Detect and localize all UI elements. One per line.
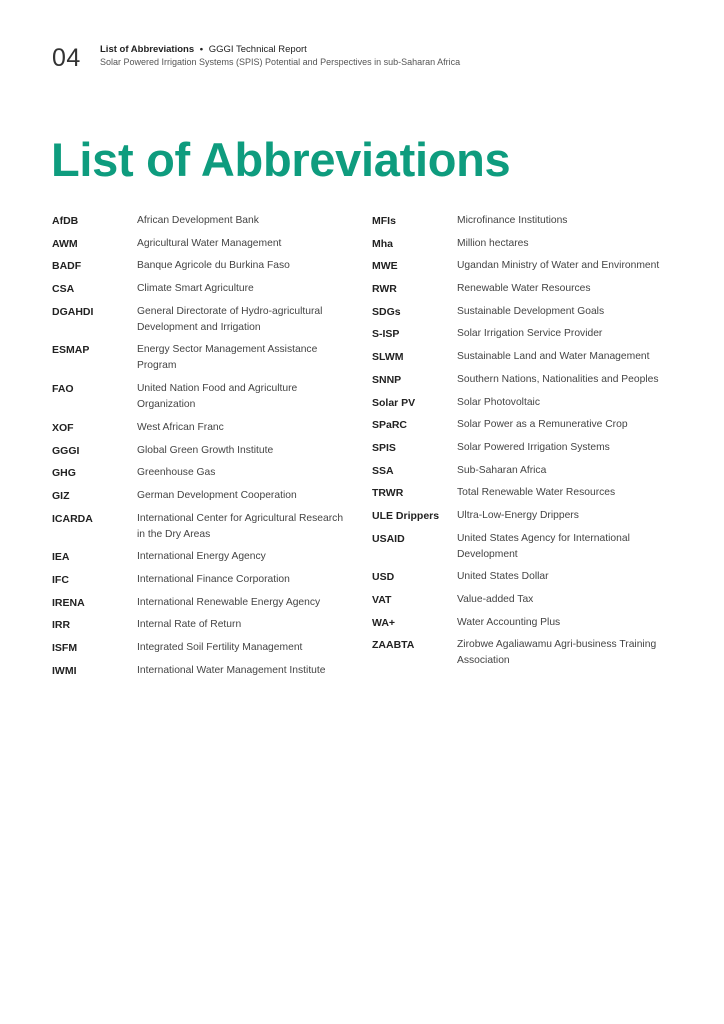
abbreviation-term: MFIs <box>372 215 396 227</box>
abbreviation-term: SSA <box>372 464 394 477</box>
abbreviation-row <box>372 258 682 274</box>
abbreviation-row <box>52 420 352 436</box>
abbreviation-definition: Climate Smart Agriculture <box>137 283 254 295</box>
page-title: List of Abbreviations <box>51 133 511 186</box>
abbreviation-term: TRWR <box>372 487 404 500</box>
abbreviation-row <box>372 349 682 365</box>
abbreviation-definition: Integrated Soil Fertility Management <box>137 642 303 653</box>
header-section: List of Abbreviations <box>100 44 195 55</box>
abbreviation-term: MWE <box>372 260 398 273</box>
abbreviation-term: IRR <box>52 619 71 632</box>
abbreviation-row <box>52 304 352 336</box>
abbreviation-term: FAO <box>52 383 74 396</box>
abbreviation-definition: Total Renewable Water Resources <box>457 487 616 499</box>
abbreviation-definition: West African Franc <box>137 421 224 433</box>
abbreviation-term: GIZ <box>52 489 70 502</box>
abbreviation-definition: African Development Bank <box>137 215 259 226</box>
abbreviation-row <box>52 488 352 504</box>
abbreviation-row <box>52 595 352 611</box>
abbreviation-term: SDGs <box>372 305 401 318</box>
abbreviation-term: S-ISP <box>372 328 400 341</box>
abbreviation-term: ICARDA <box>52 512 93 525</box>
header-title-line <box>100 43 460 56</box>
abbreviation-definition: Renewable Water Resources <box>457 283 591 295</box>
abbreviation-definition: Ugandan Ministry of Water and Environment <box>457 260 660 272</box>
abbreviation-definition: Solar Powered Irrigation Systems <box>457 441 610 453</box>
abbreviation-definition: Sustainable Land and Water Management <box>457 351 650 363</box>
abbreviation-row <box>52 213 352 229</box>
abbreviation-row <box>372 326 682 342</box>
header-text <box>100 43 460 69</box>
abbreviation-definition: Energy Sector Management Assistance Program <box>137 344 318 372</box>
abbreviation-row <box>372 236 682 252</box>
abbreviation-definition: United States Dollar <box>457 571 549 583</box>
abbreviation-term: SPaRC <box>372 419 408 432</box>
abbreviation-definition: German Development Cooperation <box>137 489 297 501</box>
abbreviation-definition: General Directorate of Hydro-agricultural Development and Irrigation <box>137 305 323 333</box>
abbreviation-term: VAT <box>372 594 392 606</box>
abbreviation-term: CSA <box>52 283 75 296</box>
abbreviation-term: IRENA <box>52 596 85 609</box>
abbreviation-definition: United Nation Food and Agriculture Organization <box>137 383 298 411</box>
abbreviation-term: XOF <box>52 421 74 434</box>
abbreviation-term: DGAHDI <box>52 305 94 318</box>
abbreviation-definition: Value-added Tax <box>457 594 534 605</box>
abbreviation-definition: Solar Photovoltaic <box>457 396 540 408</box>
abbreviation-row <box>372 637 682 669</box>
abbreviation-definition: Ultra-Low-Energy Drippers <box>457 509 579 521</box>
page-header <box>52 43 460 73</box>
abbreviation-row <box>52 236 352 252</box>
abbreviation-definition: Southern Nations, Nationalities and Peoples <box>457 373 659 385</box>
abbreviation-row <box>372 592 682 608</box>
abbreviation-definition: Sub-Saharan Africa <box>457 464 547 476</box>
abbreviation-definition: Greenhouse Gas <box>137 467 216 479</box>
abbreviation-term: USD <box>372 571 395 584</box>
abbreviation-row <box>52 342 352 374</box>
abbreviation-term: Mha <box>372 237 393 250</box>
abbreviation-row <box>52 640 352 656</box>
abbreviation-definition: International Renewable Energy Agency <box>137 596 321 608</box>
abbreviation-term: GGGI <box>52 444 80 457</box>
abbreviation-term: AWM <box>52 237 78 250</box>
abbreviation-row <box>52 443 352 459</box>
abbreviations-left-column <box>52 213 352 685</box>
abbreviation-row <box>52 381 352 413</box>
abbreviation-definition: International Water Management Institute <box>137 664 326 676</box>
abbreviation-row <box>52 572 352 588</box>
abbreviation-definition: International Center for Agricultural Research in the Dry Areas <box>137 512 344 540</box>
header-separator: • <box>199 44 204 55</box>
abbreviation-row <box>372 485 682 501</box>
abbreviation-term: ZAABTA <box>372 639 415 652</box>
abbreviation-row <box>372 372 682 388</box>
abbreviation-row <box>372 531 682 563</box>
abbreviation-term: SLWM <box>372 351 404 364</box>
abbreviation-definition: Internal Rate of Return <box>137 619 242 631</box>
abbreviation-definition: Agricultural Water Management <box>137 237 282 249</box>
abbreviation-definition: Zirobwe Agaliawamu Agri-business Training Association <box>457 639 657 667</box>
abbreviation-term: ULE Drippers <box>372 509 440 522</box>
abbreviations-right-column <box>372 213 682 676</box>
abbreviation-row <box>52 465 352 481</box>
abbreviation-definition: International Finance Corporation <box>137 573 290 585</box>
abbreviation-term: Solar PV <box>372 396 416 409</box>
abbreviation-definition: Global Green Growth Institute <box>137 444 274 456</box>
abbreviation-row <box>372 395 682 411</box>
abbreviation-row <box>372 281 682 297</box>
abbreviation-definition: Microfinance Institutions <box>457 215 568 226</box>
abbreviation-definition: Water Accounting Plus <box>457 616 561 628</box>
abbreviation-term: SPIS <box>372 441 396 454</box>
abbreviation-row <box>372 508 682 524</box>
abbreviation-row <box>372 569 682 585</box>
abbreviation-row <box>372 304 682 320</box>
abbreviation-term: IEA <box>52 551 70 564</box>
abbreviation-term: GHG <box>52 467 76 480</box>
abbreviation-definition: International Energy Agency <box>137 551 266 563</box>
abbreviation-row <box>52 549 352 565</box>
header-report: GGGI Technical Report <box>208 44 307 55</box>
abbreviation-row <box>52 617 352 633</box>
abbreviation-definition: Million hectares <box>457 237 529 249</box>
abbreviation-term: USAID <box>372 532 405 545</box>
header-subtitle: Solar Powered Irrigation Systems (SPIS) Potential and Perspectives in sub-Saharan Africa <box>100 57 461 67</box>
abbreviation-row <box>372 615 682 631</box>
abbreviation-definition: Solar Irrigation Service Provider <box>457 328 603 340</box>
abbreviation-row <box>52 511 352 543</box>
abbreviation-row <box>372 463 682 479</box>
abbreviation-definition: United States Agency for International Development <box>457 532 630 560</box>
abbreviation-term: BADF <box>52 260 82 273</box>
abbreviation-row <box>372 440 682 456</box>
page-number: 04 <box>52 44 81 72</box>
abbreviation-definition: Sustainable Development Goals <box>457 305 605 317</box>
abbreviation-definition: Solar Power as a Remunerative Crop <box>457 419 628 431</box>
abbreviation-term: AfDB <box>52 215 79 227</box>
abbreviation-row <box>372 417 682 433</box>
abbreviation-term: ESMAP <box>52 344 90 357</box>
abbreviation-definition: Banque Agricole du Burkina Faso <box>137 260 290 272</box>
abbreviation-row <box>372 213 682 229</box>
abbreviation-row <box>52 663 352 679</box>
abbreviation-term: IFC <box>52 573 69 586</box>
abbreviation-term: IWMI <box>52 664 77 677</box>
abbreviation-row <box>52 281 352 297</box>
abbreviation-term: RWR <box>372 283 397 296</box>
abbreviation-term: SNNP <box>372 373 402 386</box>
abbreviation-term: ISFM <box>52 642 78 654</box>
abbreviation-term: WA+ <box>372 616 396 629</box>
abbreviation-row <box>52 258 352 274</box>
